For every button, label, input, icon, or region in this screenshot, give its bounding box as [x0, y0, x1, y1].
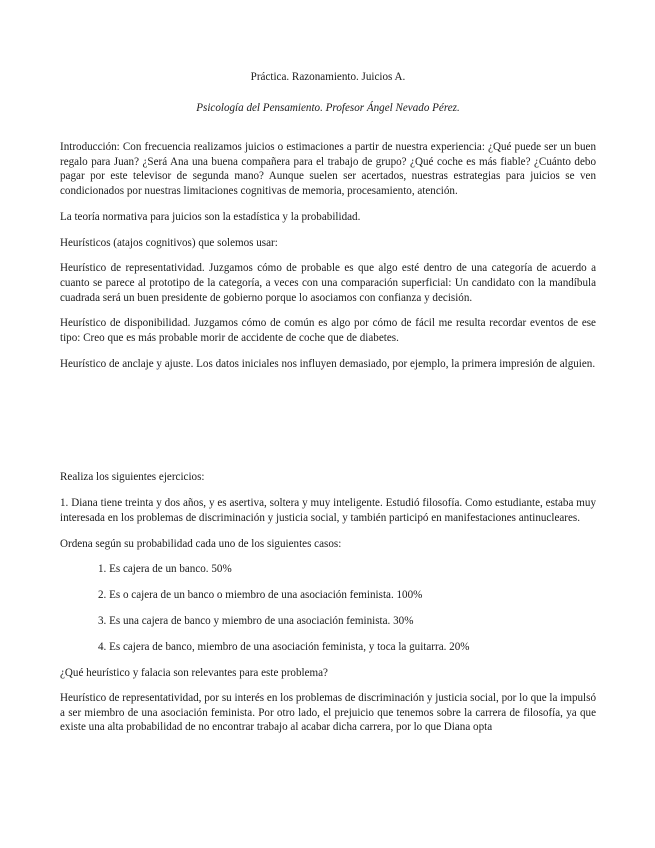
case-item: 3. Es una cajera de banco y miembro de una asociación feminista. 30% — [98, 614, 414, 627]
document-page — [60, 70, 596, 746]
blank-space — [60, 382, 596, 470]
representativeness-paragraph: Heurístico de representatividad. Juzgamos cómo de probable es que algo esté dentro de una categoría de acuerdo a cuanto se parece al prototipo de la categoría, a veces con una comparación superficial: Un candidato con la mandíbula cuadrada será un buen presidente de gobierno porque lo asociamos con confianza y decisión. — [60, 262, 596, 304]
intro-paragraph: Introducción: Con frecuencia realizamos juicios o estimaciones a partir de nuestra experiencia: ¿Qué puede ser un buen regalo para Juan? ¿Será Ana una buena compañera para el trabajo de grupo? ¿Qué coche es más fiable? ¿Cuánto debo pagar por este televisor de segunda mano? Aunque suelen ser acertados, nuestras estrategias para juicios se ven condicionados por nuestras limitaciones cognitivas de memoria, procesamiento, atención. — [60, 141, 596, 197]
case-item: 4. Es cajera de banco, miembro de una asociación feminista, y toca la guitarra. 20% — [98, 640, 470, 653]
availability-paragraph: Heurístico de disponibilidad. Juzgamos cómo de común es algo por cómo de fácil me resulta recordar eventos de ese tipo: Creo que es más probable morir de accidente de coche que de diabetes. — [60, 317, 596, 344]
exercise-instruction: Ordena según su probabilidad cada uno de los siguientes casos: — [60, 537, 342, 550]
exercise-problem: 1. Diana tiene treinta y dos años, y es asertiva, soltera y muy inteligente. Estudió filosofía. Como estudiante, estaba muy interesada en los problemas de discriminación y justicia social, y también participó en manifestaciones antinucleares. — [60, 497, 596, 524]
exercise-question: ¿Qué heurístico y falacia son relevantes para este problema? — [60, 666, 328, 679]
document-title: Práctica. Razonamiento. Juicios A. — [250, 71, 406, 83]
case-item: 2. Es o cajera de un banco o miembro de una asociación feminista. 100% — [98, 589, 423, 602]
exercises-heading: Realiza los siguientes ejercicios: — [60, 471, 205, 484]
anchoring-paragraph: Heurístico de anclaje y ajuste. Los datos iniciales nos influyen demasiado, por ejemplo, la primera impresión de alguien. — [60, 357, 596, 370]
heuristics-intro-paragraph: Heurísticos (atajos cognitivos) que solemos usar: — [60, 236, 278, 249]
cases-list — [60, 562, 596, 654]
case-item: 1. Es cajera de un banco. 50% — [98, 563, 232, 576]
normative-theory-paragraph: La teoría normativa para juicios son la estadística y la probabilidad. — [60, 210, 361, 223]
exercise-answer: Heurístico de representatividad, por su interés en los problemas de discriminación y justicia social, por lo que la impulsó a ser miembro de una asociación feminista. Por otro lado, el prejuicio que tenemos sobre la carrera de filosofía, ya que existe una alta probabilidad de no encontrar trabajo al acabar dicha carrera, por lo que Diana opta — [60, 692, 596, 734]
document-subtitle: Psicología del Pensamiento. Profesor Ángel Nevado Pérez. — [196, 101, 460, 114]
